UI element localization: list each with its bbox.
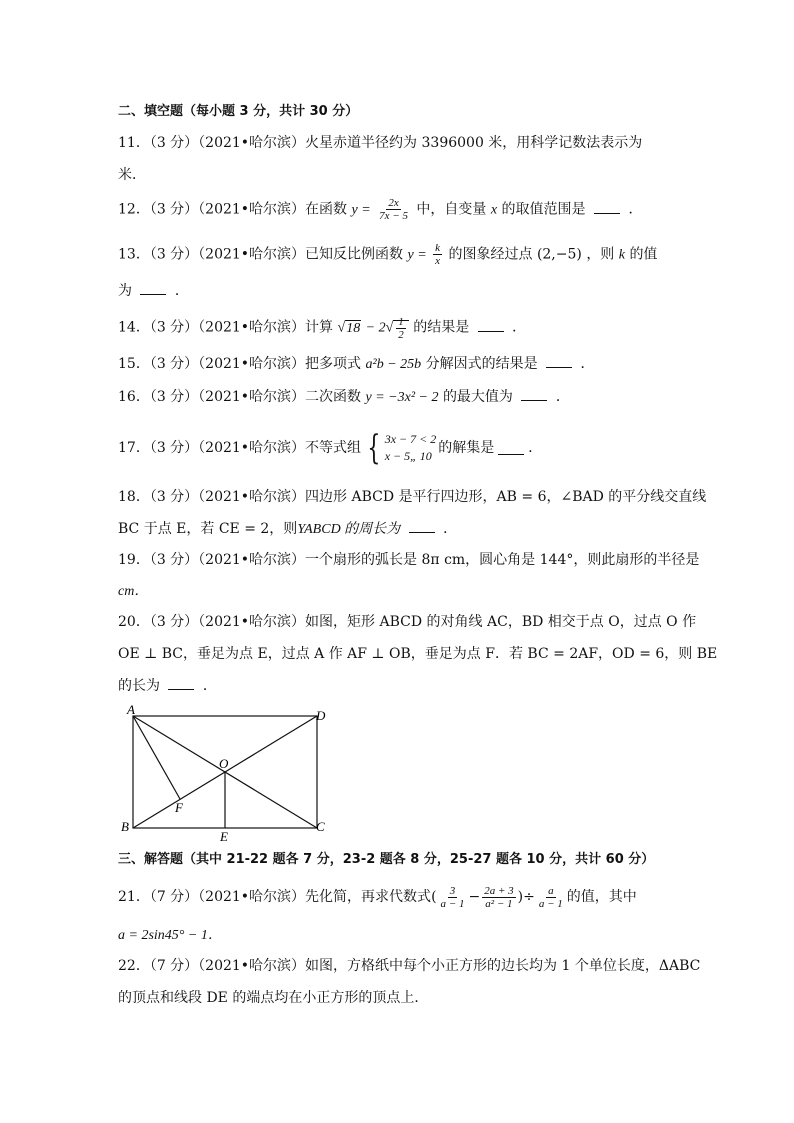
q13-mid: 的图象经过点 xyxy=(448,246,533,263)
answer-blank xyxy=(594,201,620,214)
question-13-cont xyxy=(118,281,678,301)
section-heading-solve: 三、解答题（其中 21-22 题各 7 分，23-2 题各 8 分，25-27 题各 10 分，共计 60 分） xyxy=(118,852,655,867)
q18-line2a: BC 于点 E，若 CE = 2，则 xyxy=(118,521,298,537)
label-o: O xyxy=(219,756,229,771)
q13-cont: 为 xyxy=(118,283,132,299)
q18-line2b: YABCD 的周长为 xyxy=(297,522,401,537)
q21-f3-num: a xyxy=(548,884,554,897)
q16-end: ． xyxy=(555,389,570,405)
rectangle-figure xyxy=(115,700,340,845)
q17-end: ． xyxy=(528,440,543,456)
q13-num: k xyxy=(435,242,441,254)
label-f: F xyxy=(175,800,183,815)
q20-end: ． xyxy=(202,678,217,694)
label-a: A xyxy=(127,702,135,717)
q14-text: 14．（3 分）（2021•哈尔滨）计算 xyxy=(118,319,334,336)
q14-sqrt-18: √18 xyxy=(337,320,361,336)
q13-func: y = xyxy=(407,247,427,263)
question-12 xyxy=(118,197,678,222)
label-e: E xyxy=(220,829,228,844)
q20-line1: 20．（3 分）（2021•哈尔滨）如图，矩形 ABCD 的对角线 AC，BD 相交于点 O，过点 O 作 xyxy=(118,614,697,630)
q12-num: 2x xyxy=(388,197,399,209)
q17-tail: 的解集是 xyxy=(438,440,495,456)
q14-rad1: 18 xyxy=(346,320,361,336)
q13-tail: ，则 xyxy=(586,246,615,263)
question-14 xyxy=(118,316,678,341)
q20-line3: 的长为 xyxy=(118,678,160,694)
q12-fraction xyxy=(377,197,410,222)
question-19 xyxy=(118,550,700,570)
q14-sqrt-half: √ $\frac{1}{2}$ xyxy=(386,320,409,336)
question-17 xyxy=(118,428,678,468)
q12-var: x xyxy=(490,202,498,218)
q13-text: 13．（3 分）（2021•哈尔滨）已知反比例函数 xyxy=(118,246,404,263)
q17-row1: 3x − 7 < 2 xyxy=(384,432,437,446)
label-b: B xyxy=(121,819,129,834)
question-22 xyxy=(118,956,701,976)
q15-text: 15．（3 分）（2021•哈尔滨）把多项式 xyxy=(118,356,362,372)
q13-point: (2,−5) xyxy=(536,246,582,263)
q21-f1-num: 3 xyxy=(449,884,456,897)
section-heading-fill-blank: 二、填空题（每小题 3 分，共计 30 分） xyxy=(118,104,359,119)
q14-num: 1 xyxy=(398,316,404,328)
q15-tail: 分解因式的结果是 xyxy=(425,356,538,372)
answer-blank xyxy=(168,677,194,690)
q12-den: 7x − 5 xyxy=(379,210,408,222)
question-11 xyxy=(118,133,678,153)
q11-cont: 米． xyxy=(118,167,146,183)
q16-tail: 的最大值为 xyxy=(442,389,513,405)
q14-den: 2 xyxy=(398,329,404,341)
label-d: D xyxy=(316,708,326,723)
q16-text: 16．（3 分）（2021•哈尔滨）二次函数 xyxy=(118,389,362,405)
q21-fraction3 xyxy=(537,885,565,910)
q11-text: 11．（3 分）（2021•哈尔滨）火星赤道半径约为 3396000 米，用科学记数法表示为 xyxy=(118,135,643,151)
q14-tail: 的结果是 xyxy=(413,319,470,336)
q21-f2-num: 2a + 3 xyxy=(484,884,514,897)
question-21: 21．（7 分）（2021•哈尔滨）先化简，再求代数式 ( $\frac{3}{a - 1}$ − $\frac{2a + 3}{\text{a² − 1}}$ )÷ $\frac{a}{a - 1}$ 的值，其中 xyxy=(118,884,637,910)
answer-blank xyxy=(498,442,524,455)
q15-end: ． xyxy=(580,356,595,372)
q14-end: ． xyxy=(512,319,527,336)
q21-fraction1 xyxy=(439,885,467,910)
q22-line2: 的顶点和线段 DE 的端点均在小正方形的顶点上． xyxy=(118,990,429,1006)
answer-blank xyxy=(478,319,504,332)
segment-af xyxy=(133,716,180,799)
q13-tail2: 的值 xyxy=(629,246,658,263)
answer-blank xyxy=(521,388,547,401)
q13-var: k xyxy=(618,247,625,263)
answer-blank xyxy=(546,355,572,368)
q12-text: 12．（3 分）（2021•哈尔滨）在函数 xyxy=(118,201,348,218)
q21-f2-den: a² − 1 xyxy=(485,897,513,910)
q19-line1: 19．（3 分）（2021•哈尔滨）一个扇形的弧长是 8π cm，圆心角是 144°，则此扇形的半径是 xyxy=(118,552,700,568)
question-21-cont xyxy=(118,925,678,946)
q13-den: x xyxy=(435,255,441,267)
q13-end: ． xyxy=(174,283,189,299)
q17-text: 17．（3 分）（2021•哈尔滨）不等式组 xyxy=(118,440,362,456)
q14-fraction xyxy=(396,316,406,341)
q12-suffix: 中，自变量 xyxy=(416,201,487,218)
question-20-cont2 xyxy=(118,676,678,696)
answer-blank xyxy=(140,282,166,295)
question-13 xyxy=(118,242,678,267)
q13-fraction xyxy=(433,242,442,267)
q21-f3-den: a − 1 xyxy=(538,897,563,910)
q14-minus: − 2 xyxy=(365,320,386,336)
question-22-cont xyxy=(118,988,678,1008)
question-19-cont xyxy=(118,581,678,602)
q21-text: 21．（7 分）（2021•哈尔滨）先化简，再求代数式 xyxy=(118,889,432,905)
q21-fraction2 xyxy=(482,885,515,910)
question-16 xyxy=(118,387,678,408)
question-15 xyxy=(118,354,678,375)
q15-expr: a²b − 25b xyxy=(365,357,422,372)
q21-tail: 的值，其中 xyxy=(566,889,637,905)
q12-tail: 的取值范围是 xyxy=(501,201,586,218)
answer-blank xyxy=(409,520,435,533)
q21-f1-den: a − 1 xyxy=(440,897,465,910)
q18-end: ． xyxy=(443,521,458,537)
q12-end: ． xyxy=(628,201,643,218)
question-18 xyxy=(118,487,707,507)
q17-inequality-system xyxy=(363,428,437,468)
question-11-cont xyxy=(118,165,678,185)
q18-line1: 18．（3 分）（2021•哈尔滨）四边形 ABCD 是平行四边形，AB = 6，∠BAD 的平分线交直线 xyxy=(118,489,707,505)
q22-line1: 22．（7 分）（2021•哈尔滨）如图，方格纸中每个小正方形的边长均为 1 个单位长度，ΔABC xyxy=(118,958,701,974)
brace-icon: { xyxy=(367,428,381,468)
label-c: C xyxy=(316,819,325,834)
q17-row2: x − 5„ 10 xyxy=(384,449,432,463)
question-20-cont xyxy=(118,644,718,664)
question-20 xyxy=(118,612,697,632)
q16-expr: y = −3x² − 2 xyxy=(365,390,439,405)
q20-line2: OE ⊥ BC，垂足为点 E，过点 A 作 AF ⊥ OB，垂足为点 F．若 BC = 2AF，OD = 6，则 BE xyxy=(118,646,718,662)
q19-line2: cm． xyxy=(118,584,149,599)
q21-line2: a = 2sin45° − 1． xyxy=(118,928,222,943)
question-18-cont xyxy=(118,519,678,540)
q12-func: y = xyxy=(351,202,371,218)
